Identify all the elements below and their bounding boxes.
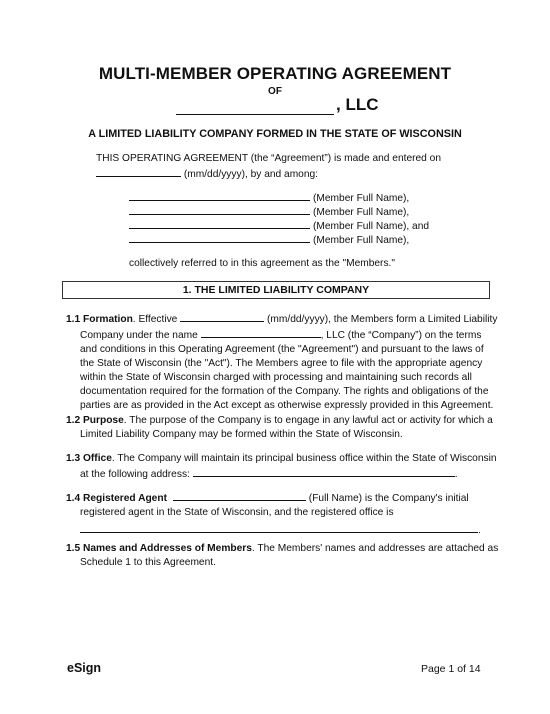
intro-line-2-text: (mm/dd/yyyy), by and among: — [181, 169, 319, 180]
page-number: Page 1 of 14 — [421, 663, 481, 675]
section-1-3-text: at the following address: — [80, 469, 193, 480]
agreement-date-blank[interactable] — [96, 166, 181, 177]
section-1-5-number: 1.5 Names and Addresses of Members — [66, 543, 252, 554]
member-name-blank[interactable] — [129, 190, 310, 201]
section-1-2-text: Limited Liability Company may be formed within the State of Wisconsin. — [80, 429, 403, 440]
section-1-2 — [66, 414, 496, 442]
section-1-2-number: 1.2 Purpose — [66, 415, 124, 426]
llc-suffix: , LLC — [336, 95, 379, 114]
section-1-4-text: . — [478, 525, 481, 536]
section-1-3-text: . — [454, 469, 458, 480]
member-name-blank[interactable] — [129, 232, 310, 243]
section-1-3-number: 1.3 Office — [66, 453, 112, 464]
document-title: MULTI-MEMBER OPERATING AGREEMENT — [98, 64, 452, 83]
of-label: OF — [268, 86, 282, 97]
section-1-4-text: registered agent in the State of Wisconsin, and the registered office is — [80, 507, 394, 518]
office-address-blank[interactable] — [193, 466, 455, 477]
section-1-1-number: 1.1 Formation — [66, 314, 133, 325]
section-1-heading: 1. THE LIMITED LIABILITY COMPANY — [62, 281, 490, 299]
section-1-5-text: . The Members' names and addresses are attached as — [251, 543, 499, 554]
member-row — [129, 232, 409, 246]
section-1-1-text: the State of Wisconsin (the "Act"). The Members agree to file with the appropriate agency — [80, 358, 483, 369]
section-1-4 — [66, 490, 496, 538]
section-1-3 — [66, 452, 496, 482]
esign-logo: eSign — [67, 661, 102, 675]
company-name-line — [176, 95, 379, 115]
section-1-1-text: within the State of Wisconsin charged with processing and maintaining such records all — [80, 372, 472, 383]
member-row — [129, 204, 409, 218]
document-subtitle: A LIMITED LIABILITY COMPANY FORMED IN THE STATE OF WISCONSIN — [88, 128, 462, 140]
section-1-1-text: (mm/dd/yyyy), the Members form a Limited Liability — [264, 314, 498, 325]
effective-date-blank[interactable] — [180, 311, 264, 322]
member-label: (Member Full Name), — [313, 193, 410, 204]
section-1-1-text: , LLC (the “Company”) on the terms — [320, 330, 482, 341]
section-1-2-text: . The purpose of the Company is to engage in any lawful act or activity for which a — [123, 415, 493, 426]
intro-line-1: THIS OPERATING AGREEMENT (the “Agreement”) is made and entered on — [96, 153, 441, 164]
intro-line-2 — [96, 166, 318, 182]
section-1-1 — [66, 311, 496, 413]
section-1-1-text: and conditions in this Operating Agreement (the "Agreement") and pursuant to the laws of — [80, 344, 484, 355]
registered-agent-name-blank[interactable] — [173, 490, 306, 501]
member-label: (Member Full Name), and — [313, 221, 430, 232]
registered-office-blank[interactable] — [80, 522, 478, 533]
section-1-4-number: 1.4 Registered Agent — [66, 493, 167, 504]
member-label: (Member Full Name), — [313, 207, 410, 218]
section-1-1-text: documentation required for the formation of the Company. The rights and obligations of the — [80, 386, 489, 397]
collectively-text: collectively referred to in this agreement as the "Members." — [129, 258, 395, 269]
section-1-1-text: Company under the name — [80, 330, 201, 341]
member-row — [129, 190, 409, 204]
section-1-5-text: Schedule 1 to this Agreement. — [80, 557, 216, 568]
company-name-blank-2[interactable] — [201, 327, 321, 338]
member-row — [129, 218, 429, 232]
member-label: (Member Full Name), — [313, 235, 410, 246]
section-1-1-text: . Effective — [132, 314, 181, 325]
section-1-5 — [66, 542, 499, 570]
section-1-3-text: . The Company will maintain its principal business office within the State of Wisconsin — [111, 453, 497, 464]
company-name-blank[interactable] — [176, 97, 334, 115]
section-1-1-text: parties are as provided in the Act except as otherwise expressly provided in this Agreement. — [80, 400, 494, 411]
section-1-4-text: (Full Name) is the Company's initial — [305, 493, 469, 504]
member-name-blank[interactable] — [129, 204, 310, 215]
member-name-blank[interactable] — [129, 218, 310, 229]
